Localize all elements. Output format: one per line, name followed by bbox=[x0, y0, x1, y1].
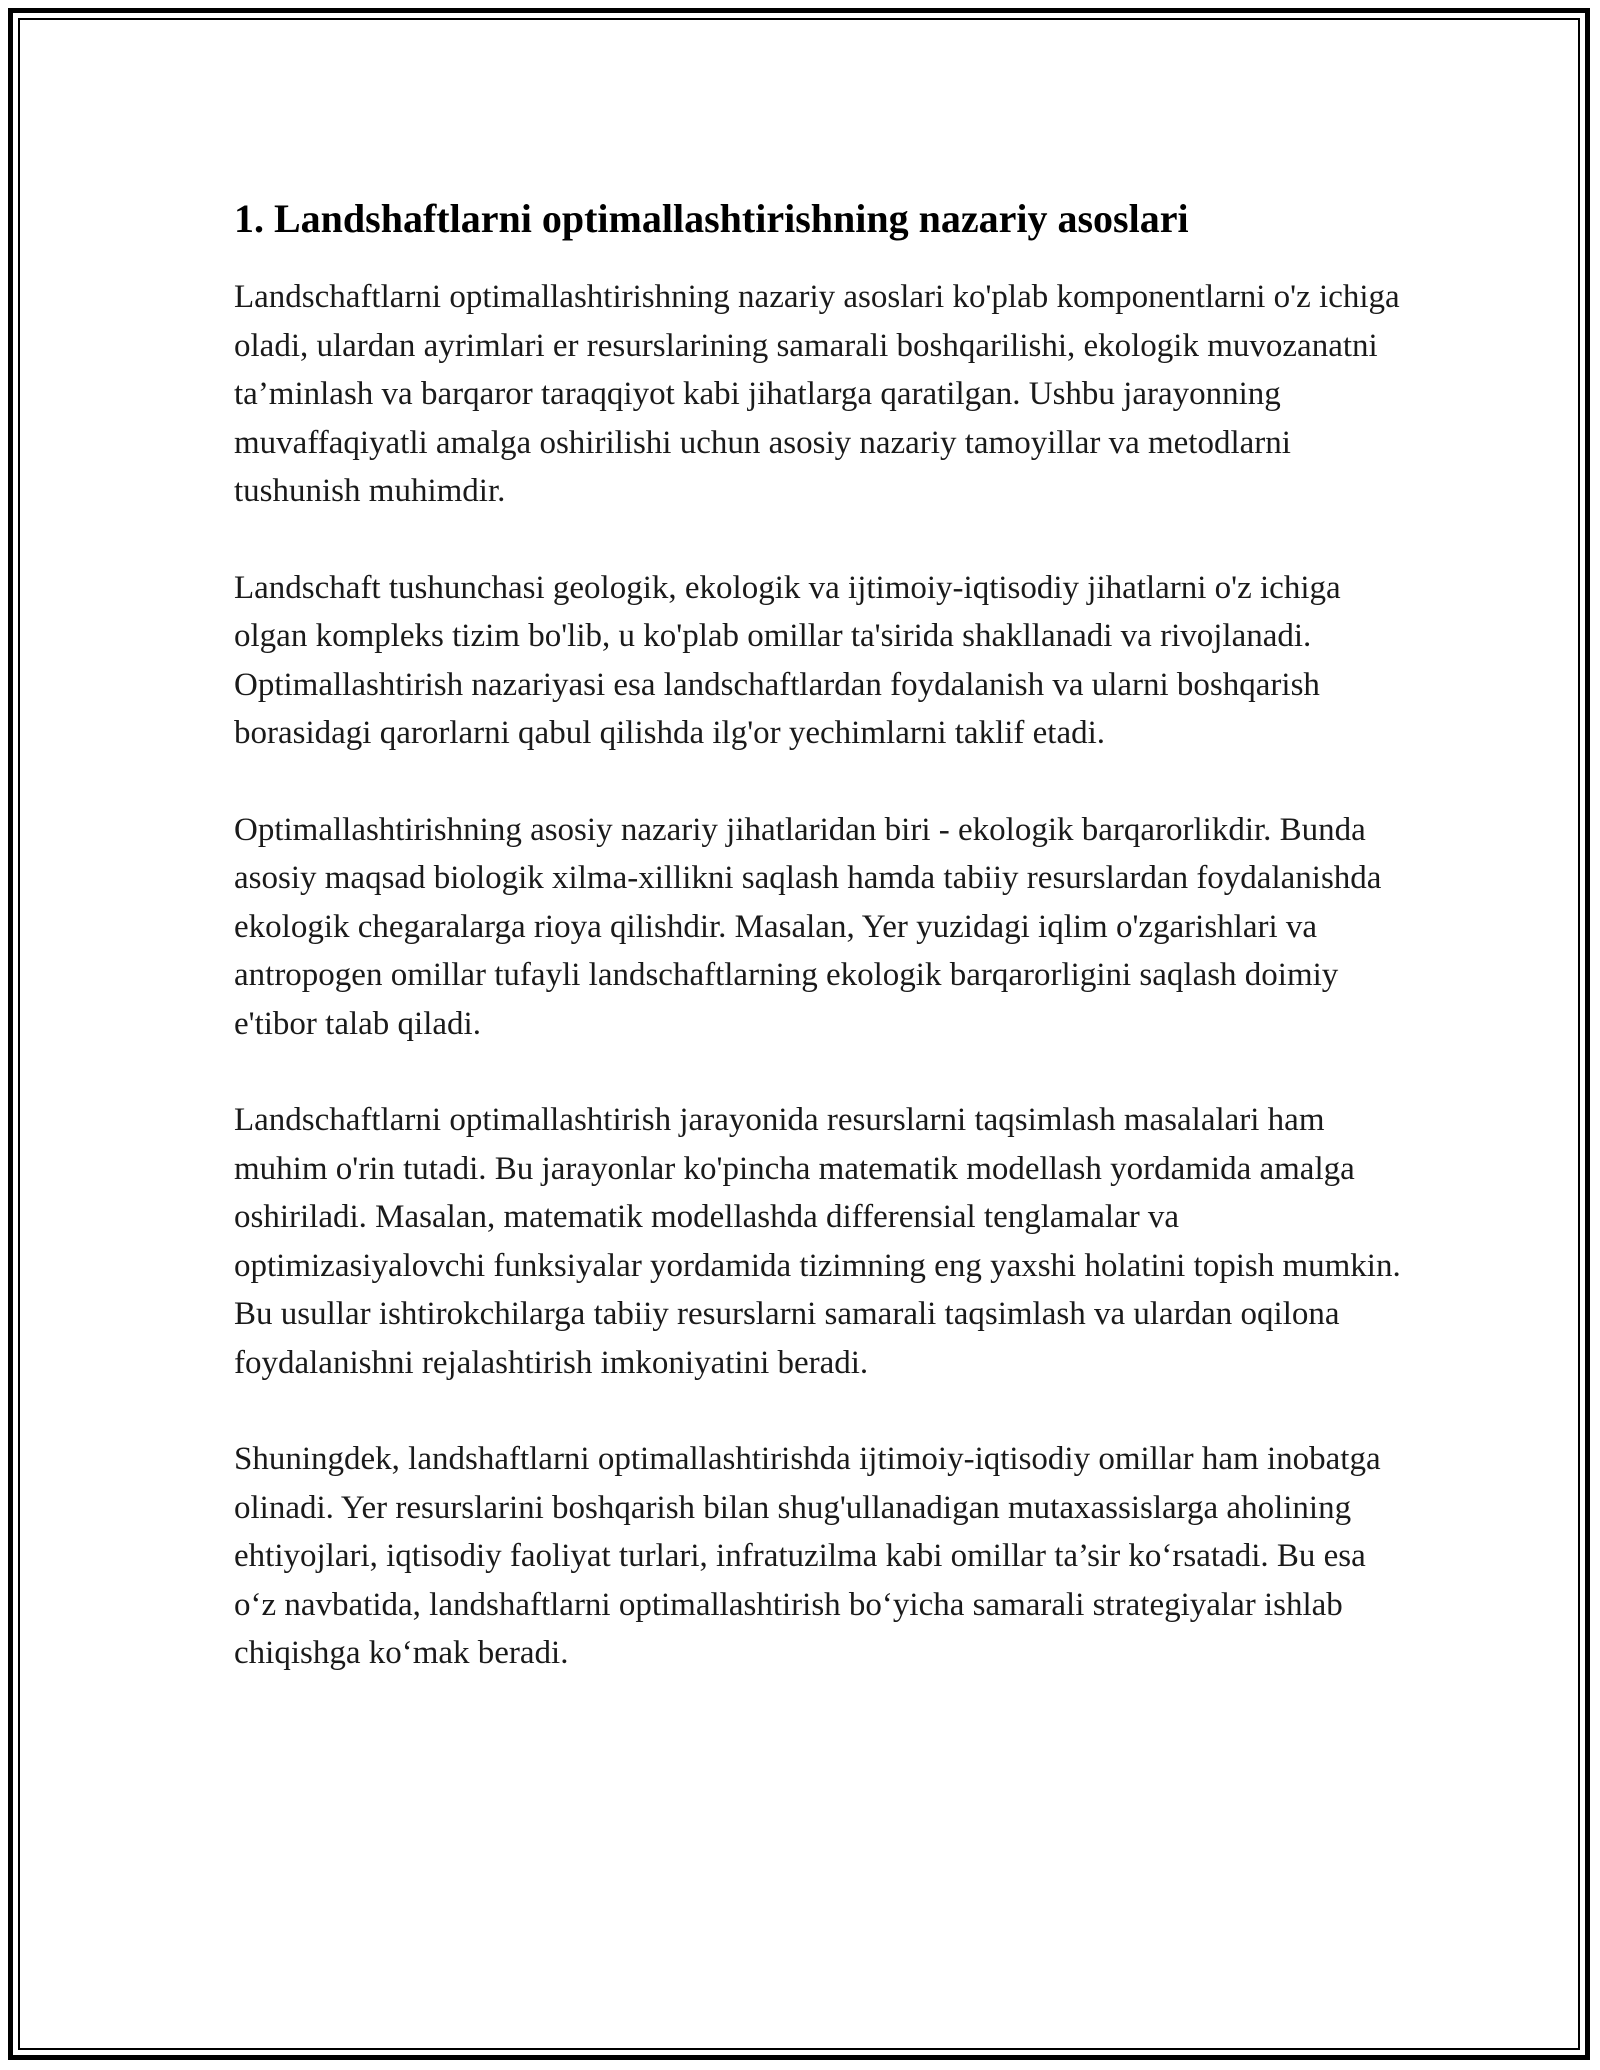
page-frame bbox=[8, 8, 1590, 2060]
paragraph-1: Landschaftlarni optimallashtirishning nazariy asoslari ko'plab komponentlarni o'z ichiga oladi, ulardan ayrimlari er resurslarining samarali boshqarilishi, ekologik muvozanatni ta’minlash va barqaror taraqqiyot kabi jihatlarga qaratilgan. Ushbu jarayonning muvaffaqiyatli amalga oshirilishi uchun asosiy nazariy tamoyillar va metodlarni tushunish muhimdir. bbox=[234, 279, 1400, 509]
paragraph-3: Optimallashtirishning asosiy nazariy jihatlaridan biri - ekologik barqarorlikdir. Bunda asosiy maqsad biologik xilma-xillikni saqlash hamda tabiiy resurslardan foydalanishda ekologik chegaralarga rioya qilishdir. Masalan, Yer yuzidagi iqlim o'zgarishlari va antropogen omillar tufayli landschaftlarning ekologik barqarorligini saqlash doimiy e'tibor talab qiladi. bbox=[234, 811, 1382, 1042]
section-heading: 1. Landshaftlarni optimallashtirishning nazariy asoslari bbox=[234, 196, 1189, 241]
paragraph-5: Shuningdek, landshaftlarni optimallashtirishda ijtimoiy-iqtisodiy omillar ham inobatga olinadi. Yer resurslarini boshqarish bilan shug'ullanadigan mutaxassislarga aholining ehtiyojlari, iqtisodiy faoliyat turlari, infratuzilma kabi omillar ta’sir ko‘rsatadi. Bu esa o‘z navbatida, landshaftlarni optimallashtirish bo‘yicha samarali strategiyalar ishlab chiqishga ko‘mak beradi. bbox=[234, 1441, 1381, 1671]
paragraph-4: Landschaftlarni optimallashtirish jarayonida resurslarni taqsimlash masalalari ham muhim o'rin tutadi. Bu jarayonlar ko'pincha matematik modellash yordamida amalga oshiriladi. Masalan, matematik modellashda differensial tenglamalar va optimizasiyalovchi funksiyalar yordamida tizimning eng yaxshi holatini topish mumkin. Bu usullar ishtirokchilarga tabiiy resurslarni samarali taqsimlash va ulardan oqilona foydalanishni rejalashtirish imkoniyatini beradi. bbox=[234, 1102, 1401, 1381]
paragraph-2: Landschaft tushunchasi geologik, ekologik va ijtimoiy-iqtisodiy jihatlarni o'z ichiga olgan kompleks tizim bo'lib, u ko'plab omillar ta'sirida shakllanadi va rivojlanadi. Optimallashtirish nazariyasi esa landschaftlardan foydalanish va ularni boshqarish borasidagi qarorlarni qabul qilishda ilg'or yechimlarni taklif etadi. bbox=[234, 569, 1341, 751]
document-body bbox=[234, 193, 1404, 1726]
